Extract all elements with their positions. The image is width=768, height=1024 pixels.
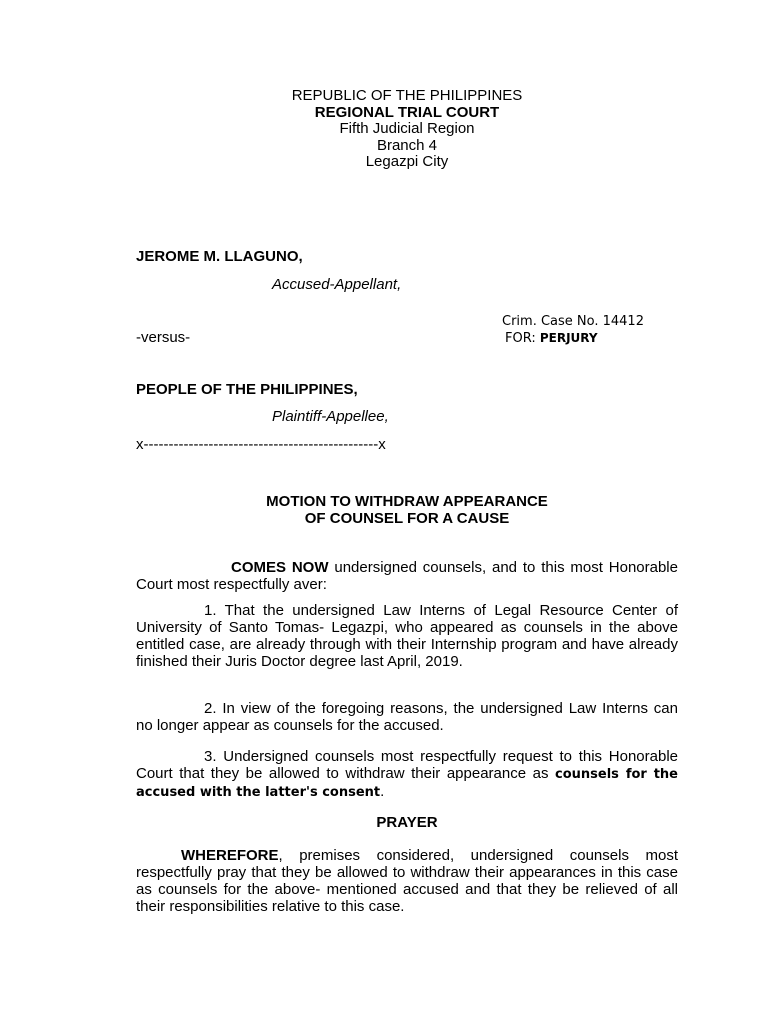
motion-title-line1: MOTION TO WITHDRAW APPEARANCE bbox=[266, 493, 548, 510]
prayer-bold: WHEREFORE bbox=[181, 847, 279, 864]
accused-role: Accused-Appellant, bbox=[272, 276, 402, 293]
case-number: Crim. Case No. 14412 bbox=[502, 314, 644, 329]
paragraph-3 bbox=[136, 748, 678, 801]
plaintiff-name: PEOPLE OF THE PHILIPPINES, bbox=[136, 381, 358, 398]
paragraph-2 bbox=[136, 700, 678, 734]
header-court: REGIONAL TRIAL COURT bbox=[314, 104, 500, 121]
intro-text: undersigned counsels, and to this most Honorable Court most respectfully aver: bbox=[136, 559, 678, 593]
paragraph-1 bbox=[136, 602, 678, 670]
case-offense bbox=[505, 330, 598, 347]
caption-separator: x-----------------------------------------------x bbox=[136, 436, 386, 453]
for-label: FOR: bbox=[505, 331, 540, 346]
motion-title-line2: OF COUNSEL FOR A CAUSE bbox=[304, 510, 510, 527]
paragraph-3-end: . bbox=[380, 783, 385, 800]
versus-label: -versus- bbox=[136, 329, 191, 346]
paragraph-3-text: 3. Undersigned counsels most respectfully request to this Honorable Court that they be allowed to withdraw their appearance as bbox=[136, 748, 678, 782]
prayer-heading: PRAYER bbox=[376, 814, 438, 831]
accused-name: JEROME M. LLAGUNO, bbox=[136, 248, 303, 265]
header-republic: REPUBLIC OF THE PHILIPPINES bbox=[291, 87, 523, 104]
header-branch: Branch 4 bbox=[376, 137, 438, 154]
header-region: Fifth Judicial Region bbox=[339, 120, 475, 137]
paragraph-3-bold: counsels for the accused with the latter's consent bbox=[136, 767, 679, 800]
for-value: PERJURY bbox=[539, 331, 598, 345]
header-city: Legazpi City bbox=[365, 153, 449, 170]
intro-paragraph bbox=[136, 559, 678, 593]
prayer-paragraph bbox=[136, 847, 678, 915]
paragraph-1-text: 1. That the undersigned Law Interns of Legal Resource Center of University of Santo Tomas- Legazpi, who appeared as counsels in the above entitled case, are already through with their Internship program and have already finished their Juris Doctor degree last April, 2019. bbox=[136, 602, 678, 670]
plaintiff-role: Plaintiff-Appellee, bbox=[272, 408, 389, 425]
paragraph-2-text: 2. In view of the foregoing reasons, the undersigned Law Interns can no longer appear as counsels for the accused. bbox=[136, 700, 678, 734]
prayer-text: , premises considered, undersigned counsels most respectfully pray that they be allowed to withdraw their appearances in this case as counsels for the above- mentioned accused and that they be relieved of all their responsibilities relative to this case. bbox=[136, 847, 678, 915]
intro-bold: COMES NOW bbox=[231, 559, 329, 576]
